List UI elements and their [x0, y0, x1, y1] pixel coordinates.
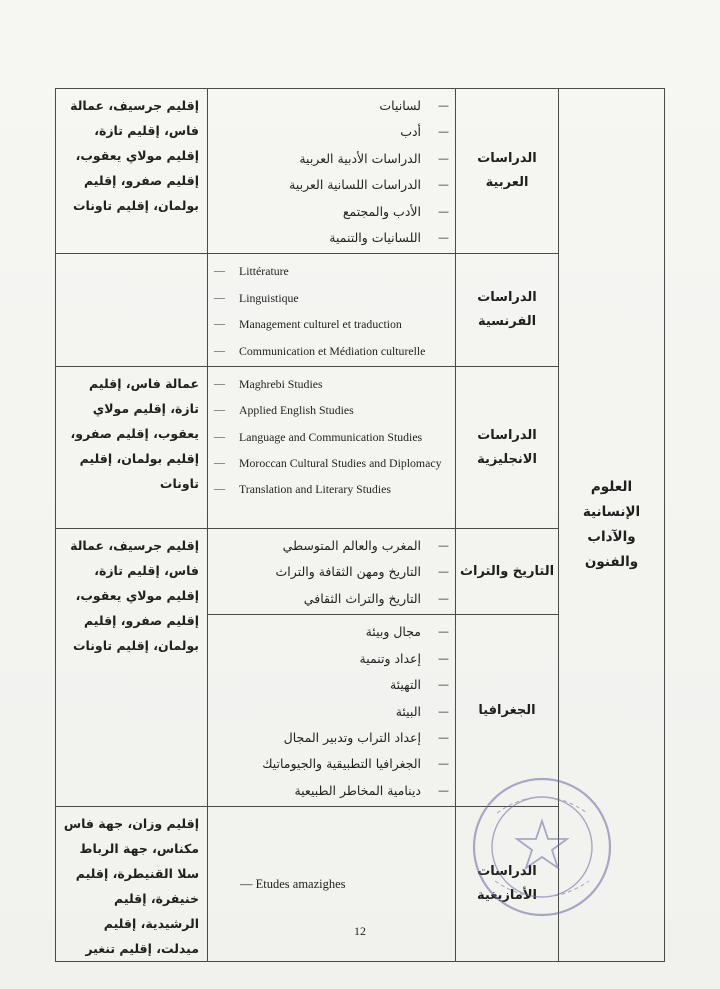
region-cell	[56, 529, 208, 807]
list-item: — إعداد وتنمية	[214, 646, 449, 672]
region-text: إقليم وزان، جهة فاس مكناس، جهة الرباط سلا القنيطرة، إقليم خنيفرة، إقليم الرشيدية، إقليم ميدلت، إقليم تنغير	[63, 816, 199, 957]
list-item: — الأدب والمجتمع	[214, 199, 449, 225]
list-item: — لسانيات	[214, 93, 449, 119]
specialty-list	[208, 89, 455, 253]
domain-cell	[559, 89, 665, 962]
field-label: التاريخ والتراث	[459, 563, 555, 579]
field-label: الدراسات	[477, 427, 537, 443]
specialties-cell	[208, 89, 456, 254]
specialty-list	[208, 367, 455, 505]
specialty-list	[208, 254, 455, 366]
list-item: — البيئة	[214, 699, 449, 725]
list-item: — Applied English Studies	[214, 397, 449, 423]
domain-label-line: والآداب والفنون	[584, 529, 639, 571]
list-item: — Linguistique	[214, 285, 449, 311]
list-item	[208, 877, 455, 892]
dash-marker: —	[240, 876, 256, 891]
field-label: الدراسات	[477, 290, 537, 306]
region-cell	[56, 254, 208, 367]
field-cell	[456, 367, 559, 529]
field-cell	[456, 529, 559, 615]
list-item: — مجال وبيئة	[214, 619, 449, 645]
list-item: — Maghrebi Studies	[214, 371, 449, 397]
table-row-arabic	[56, 89, 665, 254]
list-item: — أدب	[214, 119, 449, 145]
page-number: 12	[354, 924, 366, 938]
region-cell	[56, 89, 208, 254]
specialty-label: Etudes amazighes	[255, 876, 346, 891]
region-text: إقليم جرسيف، عمالة فاس، إقليم تازة، إقليم مولاي يعقوب، إقليم صفرو، إقليم بولمان، إقليم تاونات	[70, 538, 199, 654]
field-label: الفرنسية	[477, 314, 537, 330]
list-item: — إعداد التراب وتدبير المجال	[214, 725, 449, 751]
field-label: الأمازيغية	[477, 888, 537, 904]
list-item: — التهيئة	[214, 672, 449, 698]
list-item: — الدراسات الأدبية العربية	[214, 146, 449, 172]
domain-label-line: العلوم	[590, 479, 633, 496]
list-item: — الدراسات اللسانية العربية	[214, 172, 449, 198]
specialties-cell	[208, 529, 456, 615]
specialties-cell	[208, 367, 456, 529]
list-item: — Littérature	[214, 258, 449, 284]
list-item: — التاريخ ومهن الثقافة والتراث	[214, 559, 449, 585]
list-item: — Moroccan Cultural Studies and Diplomacy	[214, 450, 449, 476]
field-cell	[456, 89, 559, 254]
field-label: الجغرافيا	[478, 702, 536, 718]
programs-table	[55, 88, 665, 962]
field-label: الدراسات العربية	[477, 151, 537, 191]
list-item: — Language and Communication Studies	[214, 424, 449, 450]
field-label: الدراسات	[477, 864, 537, 880]
field-cell	[456, 615, 559, 807]
specialty-list	[208, 615, 455, 806]
list-item: — Translation and Literary Studies	[214, 476, 449, 502]
list-item: — اللسانيات والتنمية	[214, 225, 449, 251]
list-item: — Communication et Médiation culturelle	[214, 338, 449, 364]
specialties-cell	[208, 615, 456, 807]
list-item: — المغرب والعالم المتوسطي	[214, 533, 449, 559]
field-cell	[456, 254, 559, 367]
list-item: — Management culturel et traduction	[214, 311, 449, 337]
region-text: عمالة فاس، إقليم تازة، إقليم مولاي يعقوب، إقليم صفرو، إقليم بولمان، إقليم تاونات	[70, 376, 199, 492]
domain-label-line: الإنسانية	[582, 504, 641, 521]
region-text: إقليم جرسيف، عمالة فاس، إقليم تازة، إقليم مولاي يعقوب، إقليم صفرو، إقليم بولمان، إقليم تاونات	[70, 98, 199, 213]
list-item: — الجغرافيا التطبيقية والجيوماتيك	[214, 751, 449, 777]
field-label: الانجليزية	[477, 451, 537, 467]
specialties-cell	[208, 254, 456, 367]
specialty-list	[208, 529, 455, 614]
list-item: — دينامية المخاطر الطبيعية	[214, 778, 449, 804]
list-item: — التاريخ والتراث الثقافي	[214, 586, 449, 612]
region-cell	[56, 367, 208, 529]
